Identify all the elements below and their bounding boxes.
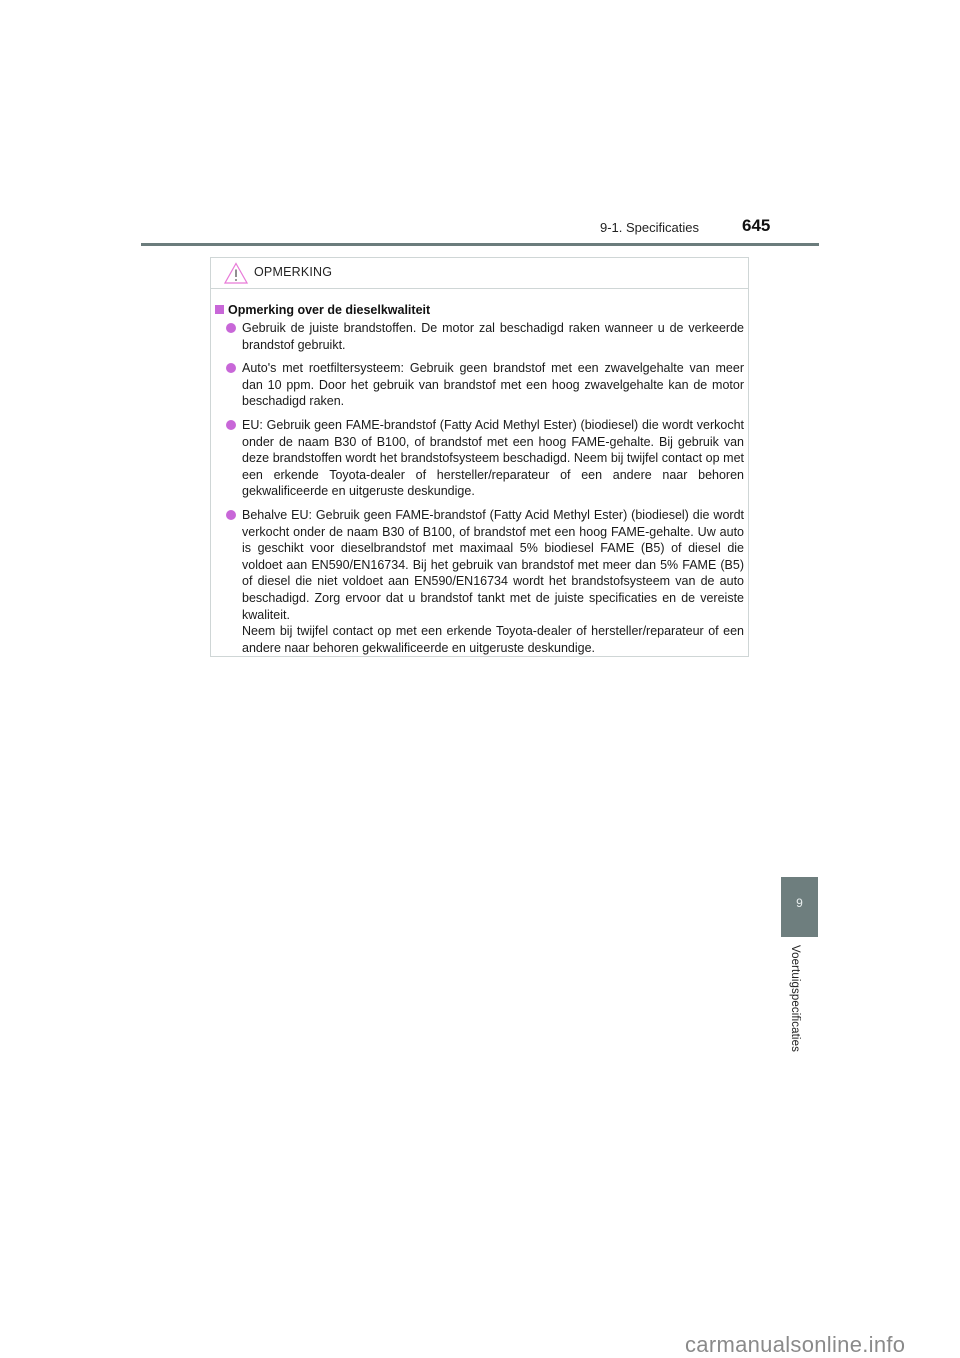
square-bullet-icon: [215, 305, 224, 314]
circle-bullet-icon: [226, 420, 236, 430]
list-item-text: Gebruik de juiste brandstoffen. De motor zal beschadigd raken wanneer u de verkeerde brandstof gebruikt.: [242, 321, 744, 352]
watermark: carmanualsonline.info: [685, 1332, 906, 1357]
chapter-side-tab: [781, 877, 818, 937]
warning-triangle-icon: [224, 262, 248, 284]
list-item: [226, 360, 744, 410]
list-item: [226, 320, 744, 353]
circle-bullet-icon: [226, 363, 236, 373]
list-item-text-continued: Neem bij twijfel contact op met een erkende Toyota-dealer of hersteller/reparateur of een andere naar behoren gekwalificeerde en uitgeruste deskundige.: [242, 624, 744, 655]
chapter-number: 9: [796, 896, 803, 910]
circle-bullet-icon: [226, 510, 236, 520]
list-item-text: EU: Gebruik geen FAME-brandstof (Fatty Acid Methyl Ester) (biodiesel) die wordt verkocht onder de naam B30 of B100, of brandstof met een hoog FAME-gehalte. Bij gebruik van deze brandstoffen wordt het brandstofsysteem beschadigd. Neem bij twijfel contact op met een erkende Toyota-dealer of hersteller/reparateur of een andere naar behoren gekwalificeerde en uitgeruste deskundige.: [242, 417, 744, 499]
list-item: [226, 417, 744, 500]
list-item-text: Auto's met roetfiltersysteem: Gebruik geen brandstof met een zwavelgehalte van meer dan 10 ppm. Door het gebruik van brandstof met een hoog zwavelgehalte kan de motor beschadigd raken.: [242, 361, 744, 409]
header-rule: [141, 243, 819, 246]
circle-bullet-icon: [226, 323, 236, 333]
notice-header: [211, 258, 748, 289]
section-heading-text: Opmerking over de dieselkwaliteit: [228, 303, 431, 317]
chapter-label: Voertuigspecificaties: [789, 945, 801, 1052]
header-section-title: 9-1. Specificaties: [600, 220, 699, 235]
list-item: [226, 507, 744, 656]
bullet-list: [226, 320, 744, 663]
section-heading: [215, 303, 430, 317]
list-item-text: Behalve EU: Gebruik geen FAME-brandstof (Fatty Acid Methyl Ester) (biodiesel) die wordt verkocht onder de naam B30 of B100, of brandstof met een hoog FAME-gehalte. Uw auto is geschikt voor dieselbrandstof met maximaal 5% biodiesel FAME (B5) of diesel die voldoet aan EN590/EN16734. Bij het gebruik van brandstof met meer dan 5% FAME (B5) of diesel die niet voldoet aan EN590/EN16734 wordt het brandstofsysteem van de auto beschadigd. Zorg ervoor dat u brandstof tankt met de juiste specificaties en de vereiste kwaliteit.: [242, 507, 744, 622]
notice-box: [210, 257, 749, 657]
notice-title: OPMERKING: [254, 265, 333, 279]
page-number: 645: [742, 216, 771, 235]
